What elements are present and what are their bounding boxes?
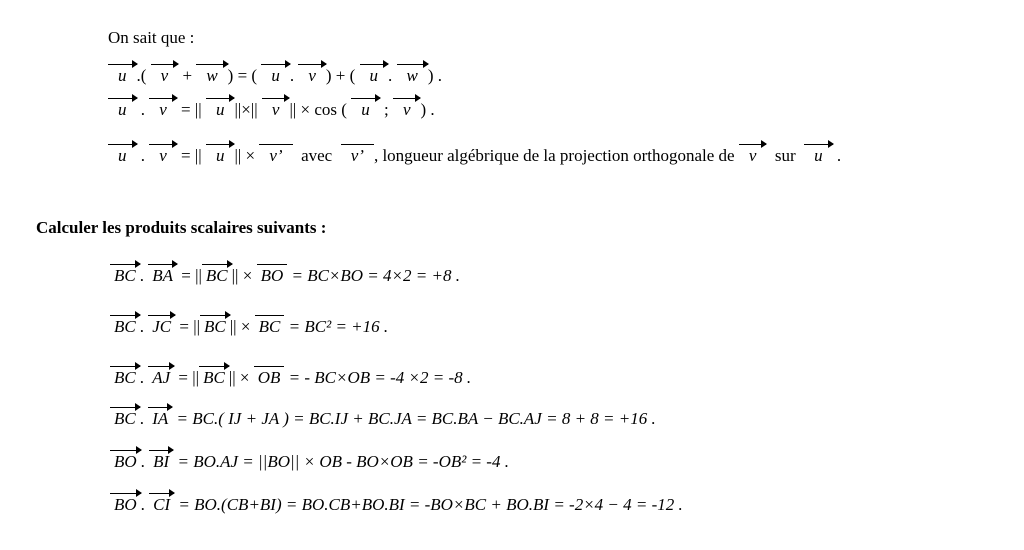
result-text: = - BC×OB = -4 ×2 = -8 . bbox=[288, 368, 472, 387]
vector-lhs-2: IA bbox=[148, 409, 172, 429]
vector-w: w bbox=[196, 66, 227, 86]
vector-norm: BC bbox=[200, 317, 230, 337]
rule-3-text: . = || || × avec , longueur algébrique de la projection orthogonale de sur . bbox=[16, 539, 46, 540]
vector-u: u bbox=[108, 66, 137, 86]
exercise-line-1: BC . BA = || BC || × BO = BC×BO = 4×2 = +8 . bbox=[110, 262, 460, 286]
rule-distributivity: u .( v + w ) = ( u . v ) + ( u . w ) . bbox=[108, 62, 442, 86]
vector-lhs-1: BO bbox=[110, 495, 141, 515]
vector-u: u bbox=[108, 100, 137, 120]
vector-lhs-2: JC bbox=[148, 317, 175, 337]
projection-text: , longueur algébrique de la projection orthogonale de bbox=[373, 146, 735, 165]
algebraic-length: BC bbox=[255, 317, 285, 337]
vector-norm: BC bbox=[199, 368, 229, 388]
algebraic-v-prime: v’ bbox=[259, 146, 292, 166]
vector-lhs-2: BI bbox=[149, 452, 173, 472]
algebraic-length: BO bbox=[257, 266, 288, 286]
result-text: = BC×BO = 4×2 = +8 . bbox=[291, 266, 460, 285]
vector-lhs-1: BO bbox=[110, 452, 141, 472]
vector-lhs-1: BC bbox=[110, 409, 140, 429]
exercise-line-2: BC . JC = || BC || × BC = BC² = +16 . bbox=[110, 313, 388, 337]
exercise-line-4: BC . IA = BC.( IJ + JA ) = BC.IJ + BC.JA = BC.BA − BC.AJ = 8 + 8 = +16 . bbox=[110, 405, 656, 429]
vector-u: u bbox=[351, 100, 380, 120]
exercise-line-6: BO . CI = BO.(CB+BI) = BO.CB+BO.BI = -BO×BC + BO.BI = -2×4 − 4 = -12 . bbox=[110, 491, 683, 515]
vector-u: u bbox=[261, 66, 290, 86]
vector-v: v bbox=[739, 146, 767, 166]
algebraic-length: OB bbox=[254, 368, 285, 388]
vector-u: u bbox=[108, 146, 137, 166]
vector-v: v bbox=[262, 100, 290, 120]
vector-u: u bbox=[804, 146, 833, 166]
exercise-line-5: BO . BI = BO.AJ = ||BO|| × OB - BO×OB = -OB² = -4 . bbox=[110, 448, 509, 472]
vector-norm: BC bbox=[202, 266, 232, 286]
rule-1-text: .( + ) = ( . ) + ( . ) . bbox=[0, 539, 8, 540]
exercise-title: Calculer les produits scalaires suivants : bbox=[36, 218, 327, 237]
result-text: = BO.(CB+BI) = BO.CB+BO.BI = -BO×BC + BO.BI = -2×4 − 4 = -12 . bbox=[178, 495, 683, 514]
vector-lhs-2: CI bbox=[149, 495, 174, 515]
result-text: = BC² = +16 . bbox=[288, 317, 389, 336]
avec-label: avec bbox=[301, 146, 333, 165]
intro-heading: On sait que : bbox=[108, 28, 195, 47]
vector-lhs-1: BC bbox=[110, 317, 140, 337]
vector-u: u bbox=[360, 66, 389, 86]
vector-v: v bbox=[298, 66, 326, 86]
algebraic-v-prime: v’ bbox=[341, 146, 374, 166]
exercise-line-3: BC . AJ = || BC || × OB = - BC×OB = -4 ×2 = -8 . bbox=[110, 364, 471, 388]
vector-v: v bbox=[393, 100, 421, 120]
vector-w: w bbox=[397, 66, 428, 86]
vector-u: u bbox=[206, 100, 235, 120]
vector-u: u bbox=[206, 146, 235, 166]
cos-label: cos bbox=[314, 100, 338, 119]
sur-label: sur bbox=[774, 146, 796, 165]
rule-cosine: u . v = || u ||×|| v || × cos ( u ; v ) . bbox=[108, 96, 435, 120]
vector-v: v bbox=[149, 100, 177, 120]
result-text: = BC.( IJ + JA ) = BC.IJ + BC.JA = BC.BA − BC.AJ = 8 + 8 = +16 . bbox=[176, 409, 656, 428]
vector-v: v bbox=[151, 66, 179, 86]
result-text: = BO.AJ = ||BO|| × OB - BO×OB = -OB² = -4 . bbox=[177, 452, 509, 471]
vector-lhs-2: AJ bbox=[148, 368, 174, 388]
vector-lhs-1: BC bbox=[110, 368, 140, 388]
rule-text-carrier bbox=[0, 530, 61, 550]
vector-lhs-1: BC bbox=[110, 266, 140, 286]
rule-2-text: . = || ||×|| || × cos ( ; ) . bbox=[7, 539, 17, 540]
line-1-text: = ||BC|| × BO = BC×BO = 4×2 = +8 . bbox=[45, 539, 61, 540]
vector-v: v bbox=[149, 146, 177, 166]
rule-projection: u . v = || u || × v’ avec v’ , longueur algébrique de la projection orthogonale de v sur u . bbox=[108, 142, 841, 166]
vector-lhs-2: BA bbox=[148, 266, 177, 286]
